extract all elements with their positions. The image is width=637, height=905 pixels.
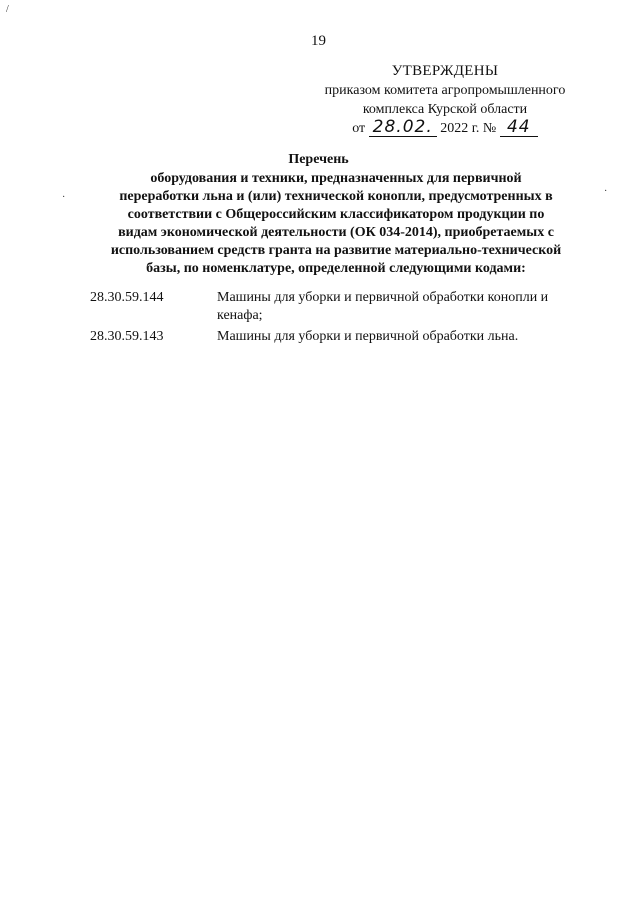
subtitle-line: оборудования и техники, предназначенных для первичной bbox=[150, 171, 522, 186]
list-item bbox=[90, 328, 590, 346]
document-subtitle bbox=[76, 170, 596, 278]
subtitle-line: видам экономической деятельности (ОК 034-2014), приобретаемых с bbox=[118, 225, 554, 240]
scan-mark-left: · bbox=[62, 192, 66, 203]
handwritten-date: 28.02. bbox=[369, 119, 437, 137]
codes-list bbox=[90, 289, 590, 349]
year-text: 2022 г. № bbox=[440, 121, 497, 136]
page-number: 19 bbox=[311, 33, 326, 49]
item-code: 28.30.59.143 bbox=[90, 329, 164, 344]
approval-date-line bbox=[300, 119, 590, 138]
item-description bbox=[217, 289, 590, 325]
item-code: 28.30.59.144 bbox=[90, 290, 164, 305]
scan-mark-right: · bbox=[604, 186, 608, 197]
document-title: Перечень bbox=[288, 152, 349, 167]
subtitle-line: базы, по номенклатуре, определенной следующими кодами: bbox=[146, 261, 526, 276]
item-description-line: Машины для уборки и первичной обработки конопли и bbox=[217, 290, 549, 305]
item-description bbox=[217, 328, 590, 346]
subtitle-line: переработки льна и (или) технической конопли, предусмотренных в bbox=[119, 189, 553, 204]
handwritten-order-number: 44 bbox=[500, 119, 538, 137]
subtitle-line: использованием средств гранта на развитие материально-технической bbox=[110, 243, 562, 258]
date-prefix: от bbox=[352, 121, 366, 136]
approval-heading: УТВЕРЖДЕНЫ bbox=[391, 63, 499, 79]
item-description-line: Машины для уборки и первичной обработки льна. bbox=[217, 329, 519, 344]
subtitle-line: соответствии с Общероссийским классификатором продукции по bbox=[127, 207, 545, 222]
list-item bbox=[90, 289, 590, 325]
scan-mark-top-left: / bbox=[6, 4, 9, 15]
approval-line-2: комплекса Курской области bbox=[362, 102, 528, 117]
approval-line-1: приказом комитета агропромышленного bbox=[324, 83, 566, 98]
approval-block bbox=[300, 62, 590, 138]
item-description-line: кенафа; bbox=[217, 308, 263, 323]
